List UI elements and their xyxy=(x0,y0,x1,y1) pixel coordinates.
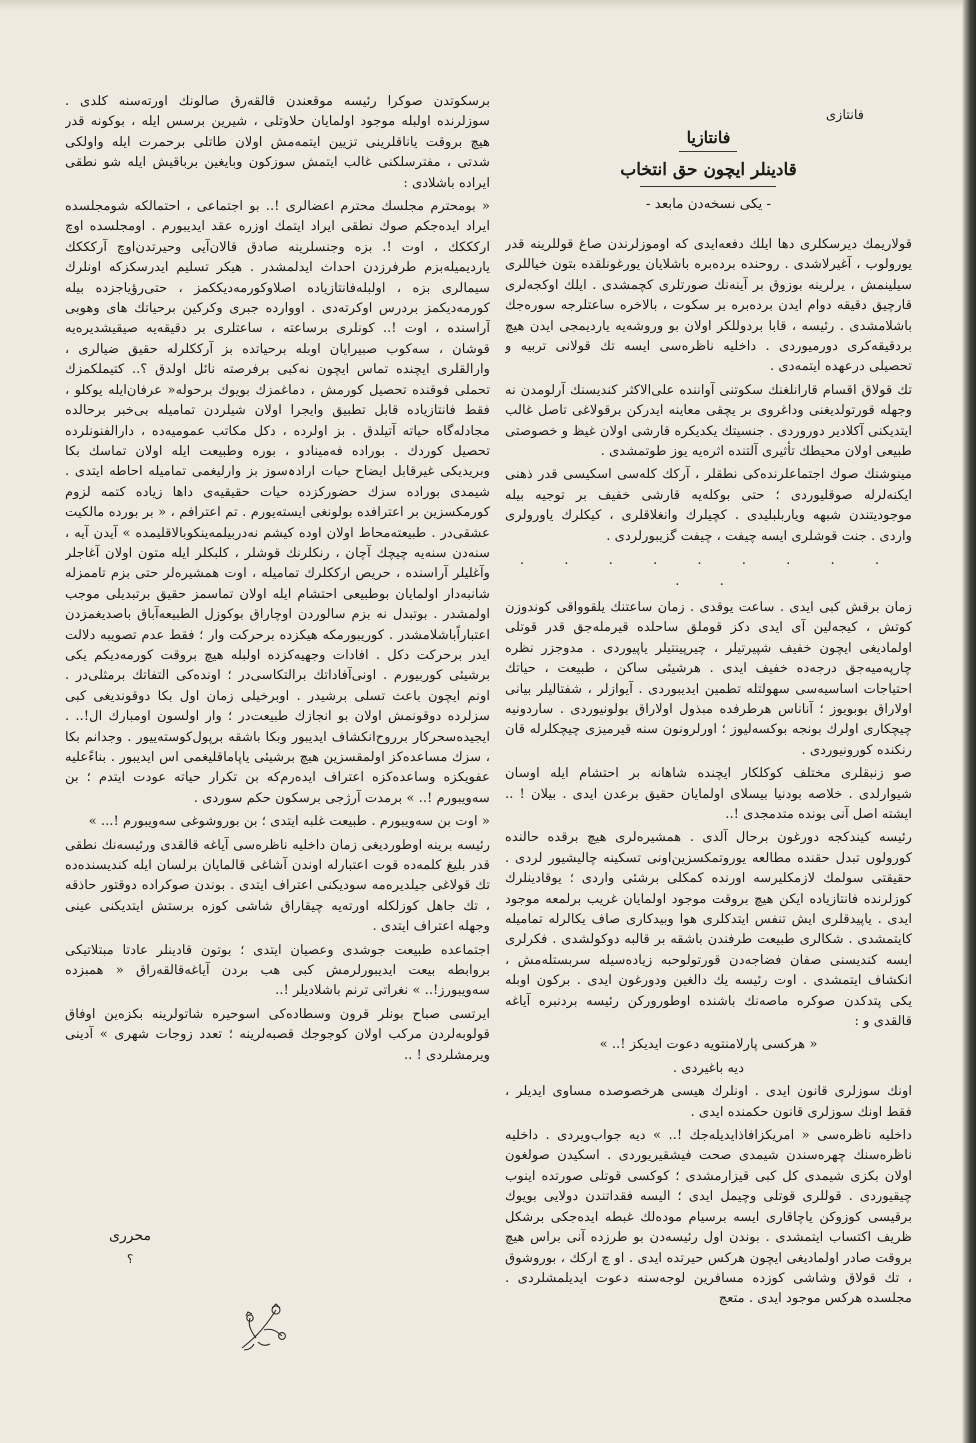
paragraph: صو زنبقلری مختلف كوكلكار ایچنده شاهانه بر احتشام ایله اوسان شیوارلدی . خلاصه بودنیا بیسلای اولمایان حقیق برعدن ایدی . بیلان ! .. ایشته اصل آنی بونده متدمجدی !.. xyxy=(505,766,912,822)
article-caption: - یکی نسخه‌دن مابعد - xyxy=(645,196,772,212)
page-binding-edge xyxy=(962,0,976,1443)
paragraph: برسكوتدن صوكرا رئیسه موقعندن قالقه‌رق صالونك اورته‌سنه كلدی . سوزلرنده اولبله موجود اولمایان حلاوتلی ، شیرین برسس ایله ، بوكونه قدر هیچ بروقت یاناقلرینی تزیین ایتمه‌مش اولان طاتلی برحمرت ایله واولكی شدتی ، مفترسلكنی غالب ایتمش سوزكون وبایغین برباقیش ایله شو نطقی ایراده باشلادی : xyxy=(65,94,490,191)
left-text-column xyxy=(65,92,490,1222)
running-head: فانتازی xyxy=(825,108,864,123)
paragraph: ایرتسی صباح بونلر قرون وسطاده‌كی اسوحیره شاتولرینه بكزه‌ین اوفاق قولوبه‌لردن مركب اولان كوجوجك قصبه‌لرینه ؛ تعدد زوجات شهری » آدینی ویرمشلردی ! .. xyxy=(65,1006,490,1063)
right-text-column xyxy=(505,235,912,1430)
page-top-edge xyxy=(0,0,976,10)
article-subtitle: قادینلر ایچون حق انتخاب xyxy=(620,160,797,180)
subtitle-rule xyxy=(640,186,776,187)
paragraph: « بومحترم مجلسك محترم اعضالری !.. بو اجتماعی ، احتمالكه شومجلسده ایراد ایده‌جكم صوك نطقی ایراد ایتمك اوزره عقد ایدیبورم . اومجلسده اوچ اركككك ، اوت !. بزه وجنسلرینه صادق قالان‌آیی وحیرتدن‌اوچ آركككك یاردیمیله‌بزم طرفرزدن احداث ایدلمشدر . هیكر تسلیم ایدرسكزكه اونلرك سیمالری بزه ، اولبله‌فانتازیاده اصلاوكورمه‌دیككمز ، حتی‌رؤیاجزده بیله كورمه‌دیكمز بردرس اوكرته‌دی . اووارده جبری وكركین برحیاتك های وهوبی آراسنده ، اوت !.. كونلری برساعته ، ساعتلری بر دقیقه‌یه صیقیشدیره‌یه قوشان ، سه‌كوب صبیرایان اوبله برحیاتده بز آرككلرله حقیق ضیالری ، وارالقلری ایچنده تماس ایچون نه‌كبی برفرصته نائل اولدق ؟.. كتیملكمزك تحملی فوقنده تحصیل كورمش ، دماغمزك بویوك برحوله‌« عرفان‌ایله یوكلو ، فقط فانتازیاده قابل تطبیق وایجرا اولان شیلردن تمامیله بی‌خبر برحالده مجادله‌گاه حیاته آتیلدق . بز اولرده ، دكل مكاتب عمومیه‌ده ، دارالفنونلرده تحصیل كوردك . بوراده فه‌مینادو ، بوره وطبیعت ایله اولان تماسك بكا وبریدیكی غیرقابل ایضاح حیات ارادہ‌سوز بز وارلیغمی تمامیله احاطه ایتدی . شیمدی بوراده سزك حضوركزده حیات حقیقیه‌ی داها زیاده كتمه لزوم كورمكسزین بر اعترافده بولونغی ایسته‌یورم . تم اعترافم ، « بر بورده مالكیت عشقی‌در . طبیعته‌محاط اولان اوده كیشم نه‌دربیلمه‌ینكوبالاقلیمده‌ » آیدن آیه ، سنه‌دن سنه‌یه چیچك آچان ، رنكلرنك قوشلر ، كلبكلر ایله متون اولان آغاجلر وآغلیلر آراسنده ، حریص ارككلرك تمامیله ، اوت همشیره‌لر حتی بزم تاممزله شانبه‌دار اولمایان بوطبیعی احتشام ایله اولان تماسمز حقیق برتبدیلی موجب اولمشدر . بوتبدل نه بزم سالوردن اوچاراق بوكوزل الطبیعه‌آباق باصدیغمزدن اعتباراًباشلامشدر . كوریبورمكه هیكزده برحركت وار ؛ فقط عدم تصویبه دلالت ایدر برحركت دكل . افادات وجهیه‌كزده اولبله هیچ بروقت كورمه‌دیكم یكی برشیئی كوربیورم . اونی‌آفاداتك برالتكاسی‌در ؛ اونده‌كی التفاتك برمثلی‌در . اونم ایچون باعث تسلی برشیدر . اوبرخیلی زمان اول بكا دوقوندیغی كبی سزلرده دوقونمش اولان بو انجازك طبیعت‌در ؛ وار اولسون اومبارك ال!..‌ . ایجیده‌سحركار برروح‌انكشاف ایدیبور وبكا باشقه برپول‌كوسته‌ییور . وجدانم بكا ، سزك مساعده‌كز اولمقسزین هیچ برشیئی یاپاماقلیغمی اس ایدیبور . بناءً‌علیه عفویكزه وساعده‌كزه اعتراف ایده‌رم‌كه ‌بن تكرار حیاته عودت ایتدم ؛ بن سه‌ویبورم !.. » برمدت آرژجی برسكون حكم سوردی . xyxy=(65,199,490,806)
paragraph: مینوشنك صوك اجتماعلرنده‌كی نطقلر ، آركك كله‌سی اسكیسی قدر ذهنی ایكنه‌لرله صوقلیوردی ؛ حتی بوكله‌یه قارشی خفیف بر توجیه بیله موجودیتندن شبهه ویاربلبلیدی . كچیلرك وانغلاقلری ، كیكلرك یاورولری واردی . جنت قوشلری ایسه چیفت ، چیفت گزیبورلردی . xyxy=(505,467,912,544)
title-rule xyxy=(679,151,737,152)
paragraph: تك قولاق اقسام قارانلغنك سكوتنی آواننده علی‌الاكثر كندیسنك آرلومدن نه وجهله قورتولدیغنی وداغروی بر یچقی معاینه ایدركن برقولاغی تاصل غالب ایتدیكنی آكلادیر دوروردی . جنسیتك یكدیكره قارشی اولان غیظ و خصوصتی طبیعی اولان محیطك تأثیری آلتنده اثره‌یه یوز طوتمشدی . xyxy=(505,382,912,460)
paragraph: قولاریمك دیرسكلری دها ایلك دفعه‌ایدی كه اوموزلرندن صاغ قوللرینه قدر یورولوب ، آغیرلاشدی . روحنده برده‌بره باشلایان یورغونلقده بتون خیاللری سیلینمش ، یرلرینه بوزوق بر آینه‌نك صورتلری كچمشدی . ایلك اوكجه‌لری قارچیق دقیقه دوام ایدن برده‌بره بر سكوت ، بالاخره ساعتلرجه سوره‌جك باشلامشدی . رئیسه ، قابا بردوللكر اولان بو وروشه‌یه یاردیمجی ایدن هیچ بردقیقه‌كری دورمیوردی . داخلیه ناظره‌سی ایسه تك قولانی تربیه و تحصیلی درعهده ایتمه‌دی . xyxy=(505,237,912,375)
paragraph: رئیسه كیندكجه دورغون برحال آلدی . همشیره‌لری هیچ برقده حالنده كورولوں تبدل حقنده مطالعه یوروتمكسزین‌اونی تسكینه چالیشیور لردی . حقیقتی سولمك لازمكلیرسه اورنده كمكلی برشئی واردی ؛ یوقادینلرك كوزلرنده فانتازیاده ایكن هیچ بروقت موجود اولمایان غریب برلمعه موجود ایدی . یاپیدقلری ایش تنفس ایتدكلری هوا وبیدكاری صاف یكالرله تمامیله كایتمشدی . شكالری طبیعت طرفندن باشقه بر قالبه دوكولشدی . فكرلری ایسه كندیسنی صفان فضاجه‌دن قورتولوحبه زیاده‌سیله سربستله‌مش ، انكشاف ایتمشدی . اوت رئیسه یك دالغین ودورغون ایدی . بركون اوبله یكی پتدكدن صوكره ماصه‌نك باشنده اوطورورکن رئیسه بردنبره آیاغه قالقدی و : xyxy=(505,830,912,1030)
paragraph: رئیسه برینه اوطوردیغی زمان داخلیه ناظره‌سی آیاغه قالقدی ورئیسه‌نك نطقی قدر بلیغ كلمه‌ده قوت اعتبارله اوندن آشاغی قالمایان برلسان ایله كندیسنده‌ده تك قولاغی جیلدیره‌مه سودیكنی اعتراف ایتدی . بوندن صوكراده دوقتور حاذقه ، تك جاهل كوزلكله اورته‌یه چیقاراق شاشی كوزه برستش ایتدیكنی عینی وجهله اعتراف ایتدی . xyxy=(65,837,490,935)
signature-mark: ؟ xyxy=(126,1252,134,1266)
paragraph: اجتماعده طبیعت جوشدی وعصیان ایتدی ؛ بوتون قادینلر عادتا مبتلاتیكی بروابطه بیعت ایدیبورلرمش كبی هب بردن آیاغه‌قالقه‌راق « همبزده سه‌ویبورز!.. » نغراتی ترنم باشلادیلر !.. xyxy=(65,942,490,999)
paragraph: اونك سوزلری قانون ایدی . اونلرك هیسی هرخصوصده مساوی ایدیلر ، فقط اونك سوزلری قانون حكمنده ایدی . xyxy=(505,1084,912,1120)
paragraph: دیه باغیردی . xyxy=(672,1060,745,1076)
section-dots: . . . . . . . . . . . xyxy=(519,553,898,589)
quoted-line: « هركسی پارلامنتویه دعوت ایدیكز !.. » xyxy=(599,1037,818,1053)
paragraph: داخلیه ناظره‌سی « امریكزافاذایدیله‌جك !.. » دیه جواب‌ویردی . داخلیه ناظره‌سنك چهره‌سندن شیمدی صحت فیشقیریوردی . اسكیدن صولغون اولان بكزی شیمدی كل كبی قیزارمشدی ؛ كوكسی قوتلی صورتده اینوب چیقیوردی . قوللری قوتلی وچیمل ایدی ؛ الیسه فقداتندن دولایی بویوك برقیسی كوزوكن یاچاقاری ایسه برسیام موده‌لك غبطه ایده‌جكی برشكل ظریف اكتساب ایتمشدی . بوندن اول رئیسه‌دن بو طرزده آنی براس هیچ بروقت صادر اولمادیغی ایچون هركس حیرتده ایدی . او چ اركك ، بوروشوق ، تك قولاق وشاشی كوزده مسافرین لوجه‌سنه دعوت ایدیلمشلردی . مجلسده هركس موجود ایدی . متعج xyxy=(505,1128,912,1307)
quoted-line: « اوت بن سه‌ویبورم . طبیعت غلبه ایتدی ؛ بن بوروشوغی سه‌ویبورم !... » xyxy=(88,814,490,830)
article-title: فانتازیا xyxy=(686,128,731,147)
paragraph: زمان برقش كبی ایدی . ساعت یوقدی . زمان ساعتنك یلقوواقی كوندوزن كوتش ، كیجه‌لین آی ایدی دكز قوملق ساحلده قیرمله‌جق قدر قوتلی اولمادیغی ایچون خفیف شپیرتیلر ، چیرپینتیلر یاپیوردی . مدوجزر نظره چارپه‌میه‌جق درجه‌ده خفیف ایدی . هرشیئی ساكن ، طبیعت ، حیاتك احتیاجات اساسیه‌سی سهولتله تطمین ایدیبوردی . آیوازلر ، شفتاليلر بیانی اولاراق بوبویوز ؛ آناناس هرطرفده مبذول اولاراق بولونیوردی . ساردونیه چیچكاری اولرك بونجه بوكسه‌لیوز ؛ اورلرونون سنه قیرمیزی چیچكلرله قان رنكنده كورونیوردی . xyxy=(505,599,912,758)
floral-vignette-icon xyxy=(236,1300,290,1354)
author-signature: محرری xyxy=(109,1228,151,1244)
